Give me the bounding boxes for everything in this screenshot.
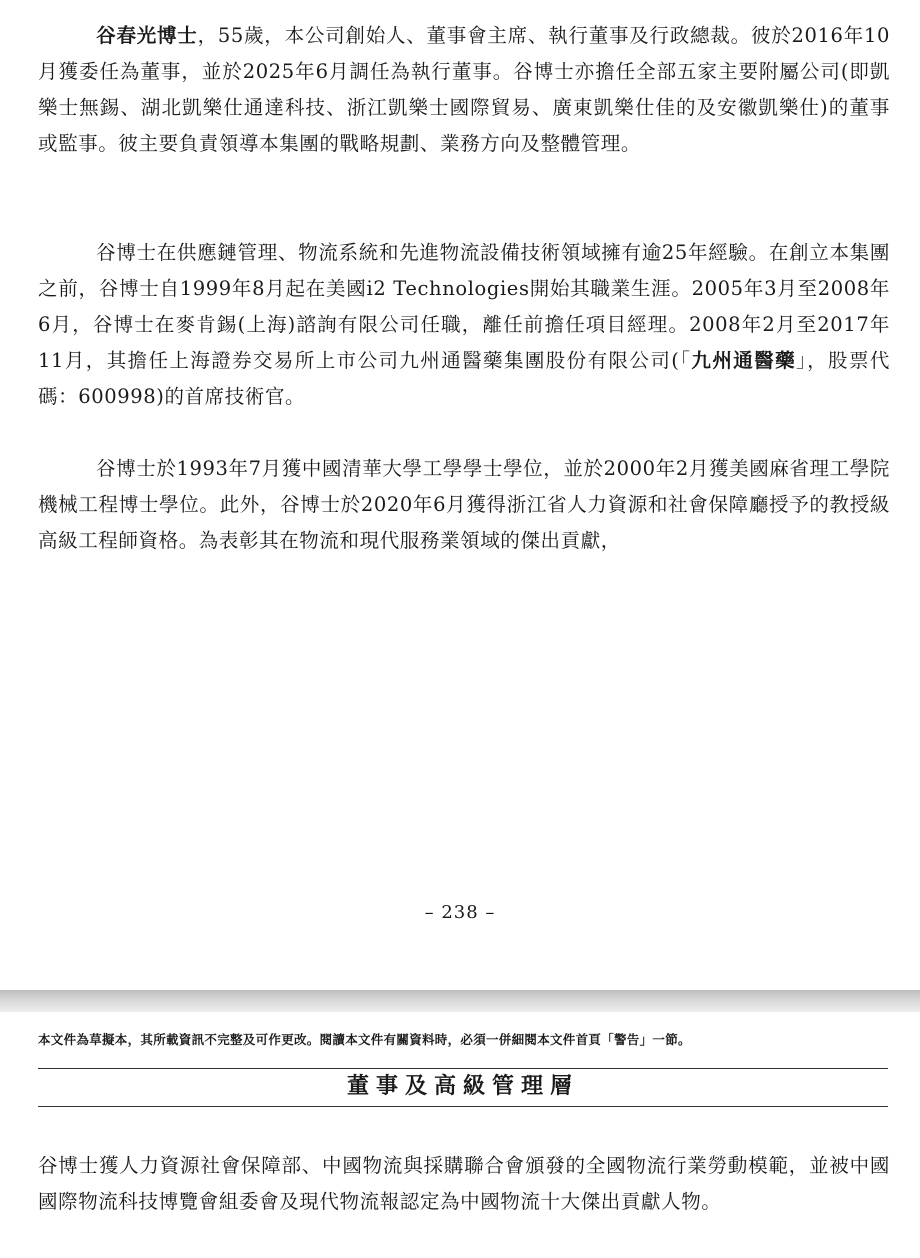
draft-notice: 本文件為草擬本，其所載資訊不完整及可作更改。閱讀本文件有關資料時，必須一併細閱本文件首頁「警告」一節。 xyxy=(38,1032,691,1047)
bio-paragraph-1-text: ，55歲，本公司創始人、董事會主席、執行董事及行政總裁。彼於2016年10月獲委任為董事，並於2025年6月調任為執行董事。谷博士亦擔任全部五家主要附屬公司(即凱樂士無錫、湖北凱樂仕通達科技、浙江凱樂士國際貿易、廣東凱樂仕佳的及安徽凱樂仕)的董事或監事。彼主要負責領導本集團的戰略規劃、業務方向及整體管理。 xyxy=(38,24,890,155)
defined-term: 九州通醫藥 xyxy=(691,349,796,372)
page-number: – 238 – xyxy=(424,902,496,923)
page-separator xyxy=(0,990,920,1012)
director-name: 谷春光博士 xyxy=(96,24,198,47)
header-rule-top xyxy=(38,1068,888,1069)
bio-paragraph-3 xyxy=(38,451,890,559)
bio-paragraph-2 xyxy=(38,235,890,415)
bio-paragraph-2-text-after: 」，股票代碼：600998)的首席技術官。 xyxy=(38,349,890,408)
bio-paragraph-2-text-before: 谷博士在供應鏈管理、物流系統和先進物流設備技術領域擁有逾25年經驗。在創立本集團之前，谷博士自1999年8月起在美國i2 Technologies開始其職業生涯。2005年3月至2008年6月，谷博士在麥肯錫(上海)諮詢有限公司任職，離任前擔任項目經理。2008年2月至2017年11月，其擔任上海證券交易所上市公司九州通醫藥集團股份有限公司(「 xyxy=(38,241,890,372)
document-page-next xyxy=(0,1012,920,1258)
section-title: 董事及高級管理層 xyxy=(346,1074,579,1099)
bio-paragraph-continued: 谷博士獲人力資源社會保障部、中國物流與採購聯合會頒發的全國物流行業勞動模範，並被中國國際物流科技博覽會組委會及現代物流報認定為中國物流十大傑出貢獻人物。 xyxy=(38,1154,890,1213)
bio-paragraph-1 xyxy=(38,18,890,162)
header-rule-bottom xyxy=(38,1106,888,1107)
bio-paragraph-3-text: 谷博士於1993年7月獲中國清華大學工學學士學位，並於2000年2月獲美國麻省理工學院機械工程博士學位。此外，谷博士於2020年6月獲得浙江省人力資源和社會保障廳授予的教授級高級工程師資格。為表彰其在物流和現代服務業領域的傑出貢獻， xyxy=(38,457,890,552)
